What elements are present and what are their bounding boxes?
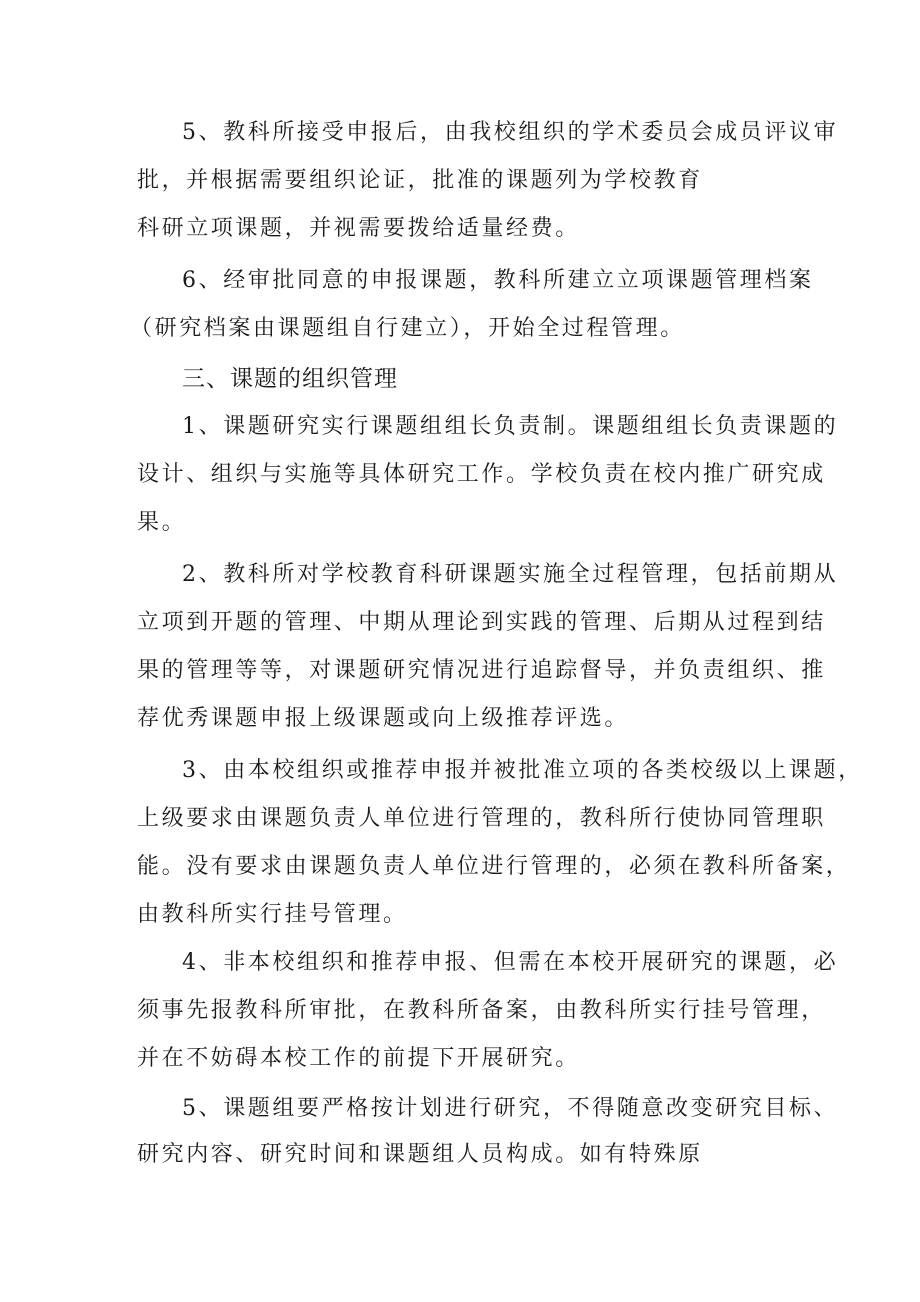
paragraph-line: 6、经审批同意的申报课题，教科所建立立项课题管理档案: [182, 268, 814, 293]
paragraph-line: 4、非本校组织和推荐申报、但需在本校开展研究的课题，必: [182, 950, 839, 975]
paragraph-line: （研究档案由课题组自行建立），开始全过程管理。: [130, 316, 685, 341]
paragraph-line: 由教科所实行挂号管理。: [137, 902, 408, 927]
paragraph-line: 并在不妨碍本校工作的前提下开展研究。: [137, 1046, 580, 1071]
paragraph-line: 5、教科所接受申报后，由我校组织的学术委员会成员评议审: [182, 120, 839, 145]
paragraph-line: 2、教科所对学校教育科研课题实施全过程管理，包括前期从: [182, 562, 839, 587]
paragraph-line: 1、课题研究实行课题组组长负责制。课题组组长负责课题的: [182, 414, 839, 439]
paragraph-line: 设计、组织与实施等具体研究工作。学校负责在校内推广研究成: [137, 462, 826, 487]
paragraph-line: 批，并根据需要组织论证，批准的课题列为学校教育: [137, 168, 703, 193]
paragraph-line: 科研立项课题，并视需要拨给适量经费。: [137, 216, 580, 241]
paragraph-line: 研究内容、研究时间和课题组人员构成。如有特殊原: [137, 1142, 703, 1167]
paragraph-line: 立项到开题的管理、中期从理论到实践的管理、后期从过程到结: [137, 610, 826, 635]
paragraph-line: 3、由本校组织或推荐申报并被批准立项的各类校级以上课题，: [182, 758, 863, 783]
paragraph-line: 上级要求由课题负责人单位进行管理的，教科所行使协同管理职: [137, 806, 826, 831]
paragraph-line: 5、课题组要严格按计划进行研究，不得随意改变研究目标、: [182, 1096, 839, 1121]
paragraph-line: 果。: [137, 510, 187, 535]
paragraph-line: 能。没有要求由课题负责人单位进行管理的，必须在教科所备案，: [137, 854, 851, 879]
section-heading: 三、课题的组织管理: [182, 366, 398, 392]
paragraph-line: 果的管理等等，对课题研究情况进行追踪督导，并负责组织、推: [137, 658, 826, 683]
paragraph-line: 须事先报教科所审批，在教科所备案，由教科所实行挂号管理，: [137, 998, 826, 1023]
paragraph-line: 荐优秀课题申报上级课题或向上级推荐评选。: [137, 706, 630, 731]
